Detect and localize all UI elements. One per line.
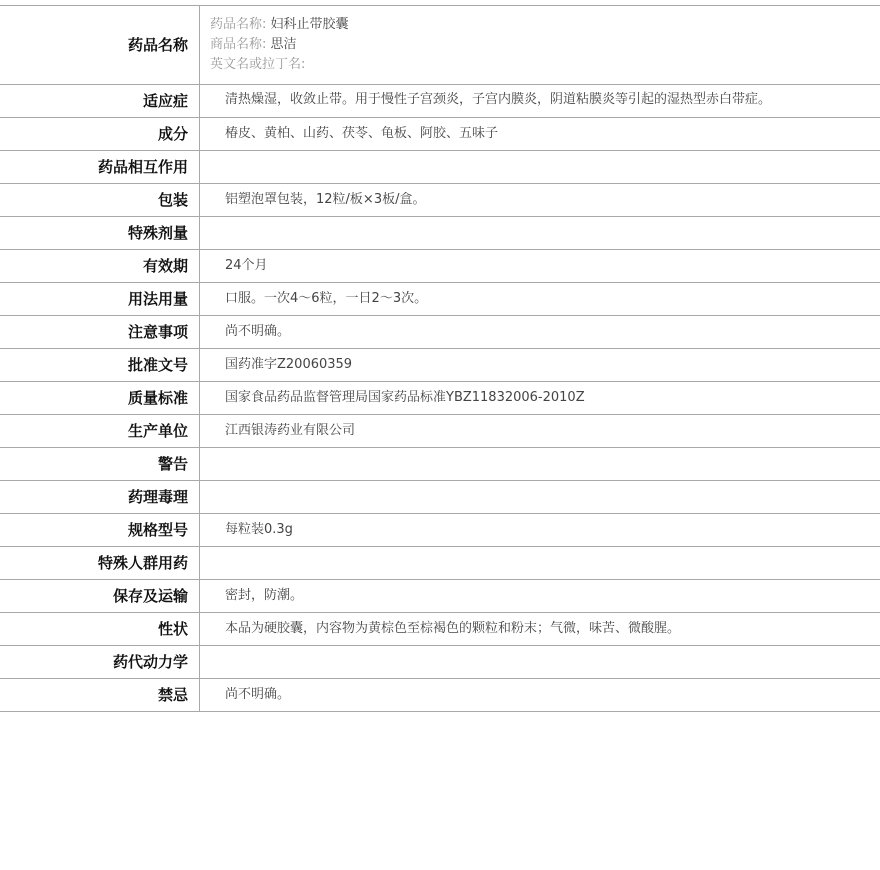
table-row-packaging: [0, 184, 880, 217]
table-row-quality-standard: [0, 382, 880, 415]
row-value: 国药准字Z20060359: [225, 357, 353, 372]
row-label: 药代动力学: [0, 646, 200, 678]
row-label: 药品相互作用: [0, 151, 200, 183]
drug-name-label: 药品名称: [0, 6, 200, 84]
table-row-interactions: [0, 151, 880, 184]
row-label: 用法用量: [0, 283, 200, 315]
row-value: 江西银涛药业有限公司: [225, 423, 356, 438]
drug-name-row: [0, 6, 880, 85]
table-row-description: [0, 613, 880, 646]
table-row-warning: [0, 448, 880, 481]
row-value: 国家食品药品监督管理局国家药品标准YBZ11832006-2010Z: [225, 390, 585, 405]
row-label: 警告: [0, 448, 200, 480]
row-label: 适应症: [0, 85, 200, 117]
row-value: [200, 448, 880, 480]
row-label: 生产单位: [0, 415, 200, 447]
table-row-dosage: [0, 283, 880, 316]
row-value: [200, 547, 880, 579]
row-label: 质量标准: [0, 382, 200, 414]
row-label: 禁忌: [0, 679, 200, 711]
row-value: 本品为硬胶囊，内容物为黄棕色至棕褐色的颗粒和粉末；气微，味苦、微酸腥。: [225, 621, 681, 636]
row-label: 药理毒理: [0, 481, 200, 513]
table-row-ingredients: [0, 118, 880, 151]
drug-info-table: [0, 5, 880, 712]
generic-name-line: [210, 15, 860, 35]
row-value: 清热燥湿，收敛止带。用于慢性子宫颈炎，子宫内膜炎，阴道粘膜炎等引起的湿热型赤白带症。: [225, 92, 772, 107]
row-label: 批准文号: [0, 349, 200, 381]
table-row-pharmacology: [0, 481, 880, 514]
row-value: 尚不明确。: [225, 687, 291, 702]
table-row-precautions: [0, 316, 880, 349]
english-name-key: 英文名或拉丁名:: [210, 57, 306, 72]
row-value: 尚不明确。: [225, 324, 291, 339]
table-row-special-populations: [0, 547, 880, 580]
row-label: 规格型号: [0, 514, 200, 546]
row-value: 口服。一次4～6粒，一日2～3次。: [225, 291, 428, 306]
row-value: 密封，防潮。: [225, 588, 304, 603]
generic-name-key: 药品名称:: [210, 17, 267, 32]
row-label: 注意事项: [0, 316, 200, 348]
table-row-specification: [0, 514, 880, 547]
row-label: 有效期: [0, 250, 200, 282]
table-row-shelf-life: [0, 250, 880, 283]
generic-name-value: 妇科止带胶囊: [270, 17, 349, 32]
table-row-indications: [0, 85, 880, 118]
trade-name-line: [210, 35, 860, 55]
table-row-approval-number: [0, 349, 880, 382]
row-label: 保存及运输: [0, 580, 200, 612]
table-row-special-dosage: [0, 217, 880, 250]
drug-name-cell: [200, 6, 880, 84]
table-row-pharmacokinetics: [0, 646, 880, 679]
row-label: 成分: [0, 118, 200, 150]
row-value: [200, 646, 880, 678]
row-label: 性状: [0, 613, 200, 645]
table-row-manufacturer: [0, 415, 880, 448]
row-value: 每粒装0.3g: [225, 522, 293, 537]
row-value: [200, 151, 880, 183]
row-value: 24个月: [225, 258, 268, 273]
row-value: [200, 217, 880, 249]
english-name-line: [210, 55, 860, 75]
trade-name-key: 商品名称:: [210, 37, 267, 52]
table-row-storage: [0, 580, 880, 613]
row-label: 包装: [0, 184, 200, 216]
trade-name-value: 思洁: [270, 37, 297, 52]
row-label: 特殊人群用药: [0, 547, 200, 579]
row-label: 特殊剂量: [0, 217, 200, 249]
row-value: 椿皮、黄柏、山药、茯苓、龟板、阿胶、五味子: [225, 126, 499, 141]
row-value: 铝塑泡罩包装，12粒/板×3板/盒。: [225, 192, 426, 207]
row-value: [200, 481, 880, 513]
table-row-contraindications: [0, 679, 880, 712]
